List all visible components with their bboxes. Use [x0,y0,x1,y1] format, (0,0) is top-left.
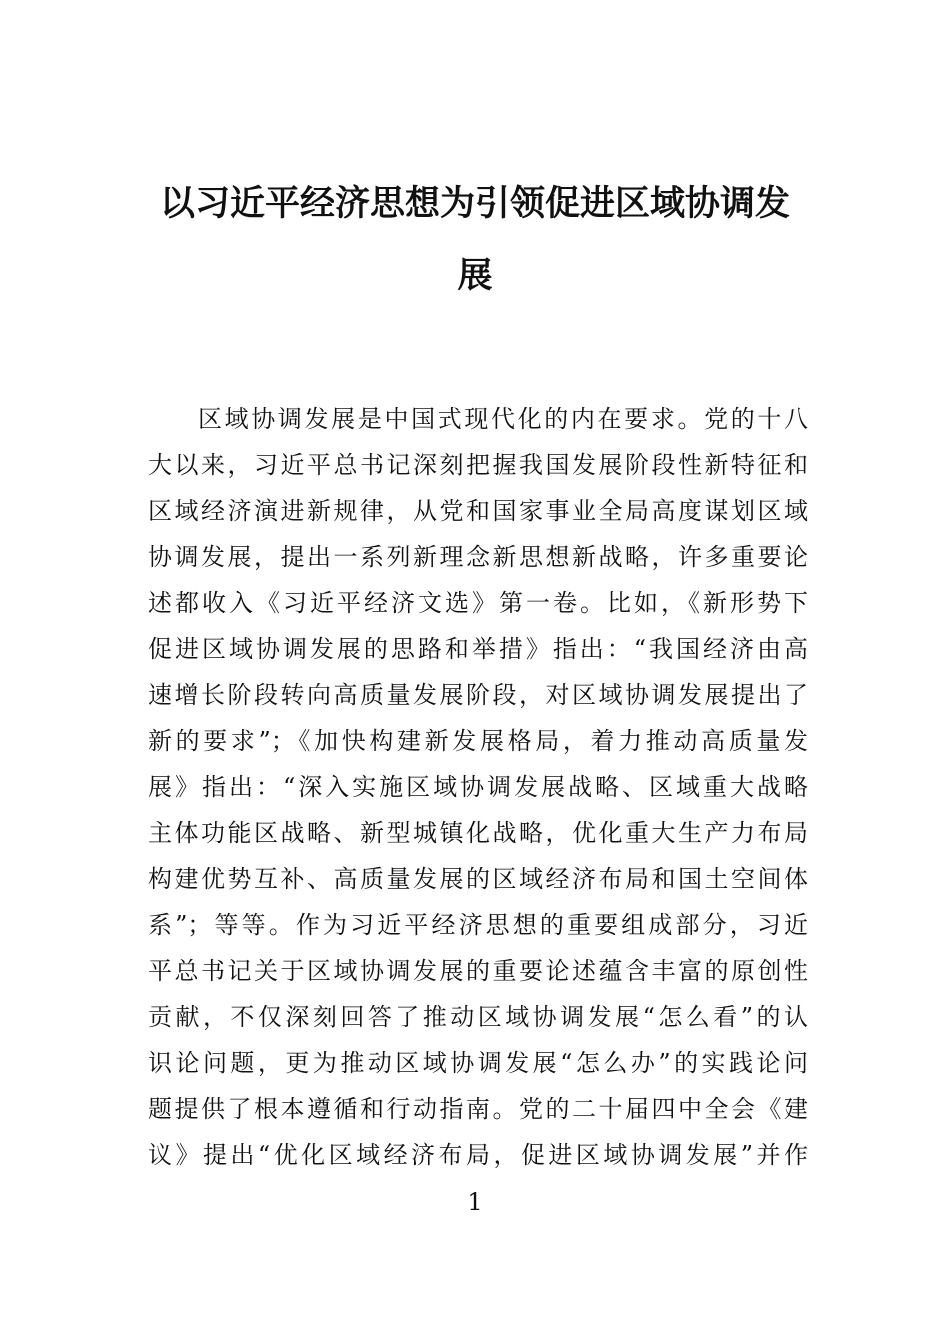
body-line: 主体功能区战略、新型城镇化战略，优化重大生产力布局 [148,819,808,847]
document-title [140,168,810,312]
body-line: 速增长阶段转向高质量发展阶段，对区域协调发展提出了 [148,681,808,709]
body-line: 议》提出“优化区域经济布局，促进区域协调发展”并作 [148,1141,808,1169]
title-line: 展 [457,256,493,296]
body-line: 展》指出：“深入实施区域协调发展战略、区域重大战略 [148,773,808,801]
body-line: 题提供了根本遵循和行动指南。党的二十届四中全会《建 [148,1095,808,1123]
title-line: 以习近平经济思想为引领促进区域协调发 [159,184,790,224]
body-line: 系”；等等。作为习近平经济思想的重要组成部分，习近 [148,911,808,939]
body-line: 大以来，习近平总书记深刻把握我国发展阶段性新特征和 [148,451,808,479]
body-line: 构建优势互补、高质量发展的区域经济布局和国土空间体 [148,865,808,893]
body-line: 区域协调发展是中国式现代化的内在要求。党的十八 [198,405,808,433]
page-number: 1 [467,1188,483,1216]
body-line: 区域经济演进新规律，从党和国家事业全局高度谋划区域 [148,497,808,525]
body-line: 平总书记关于区域协调发展的重要论述蕴含丰富的原创性 [148,957,808,985]
body-line: 促进区域协调发展的思路和举措》指出：“我国经济由高 [148,635,808,663]
body-line: 新的要求”；《加快构建新发展格局，着力推动高质量发 [148,727,808,755]
body-line: 贡献，不仅深刻回答了推动区域协调发展“怎么看”的认 [148,1003,808,1031]
body-line: 述都收入《习近平经济文选》第一卷。比如，《新形势下 [148,589,808,617]
body-line: 识论问题，更为推动区域协调发展“怎么办”的实践论问 [148,1049,808,1077]
body-paragraph [148,396,808,1178]
body-line: 协调发展，提出一系列新理念新思想新战略，许多重要论 [148,543,808,571]
